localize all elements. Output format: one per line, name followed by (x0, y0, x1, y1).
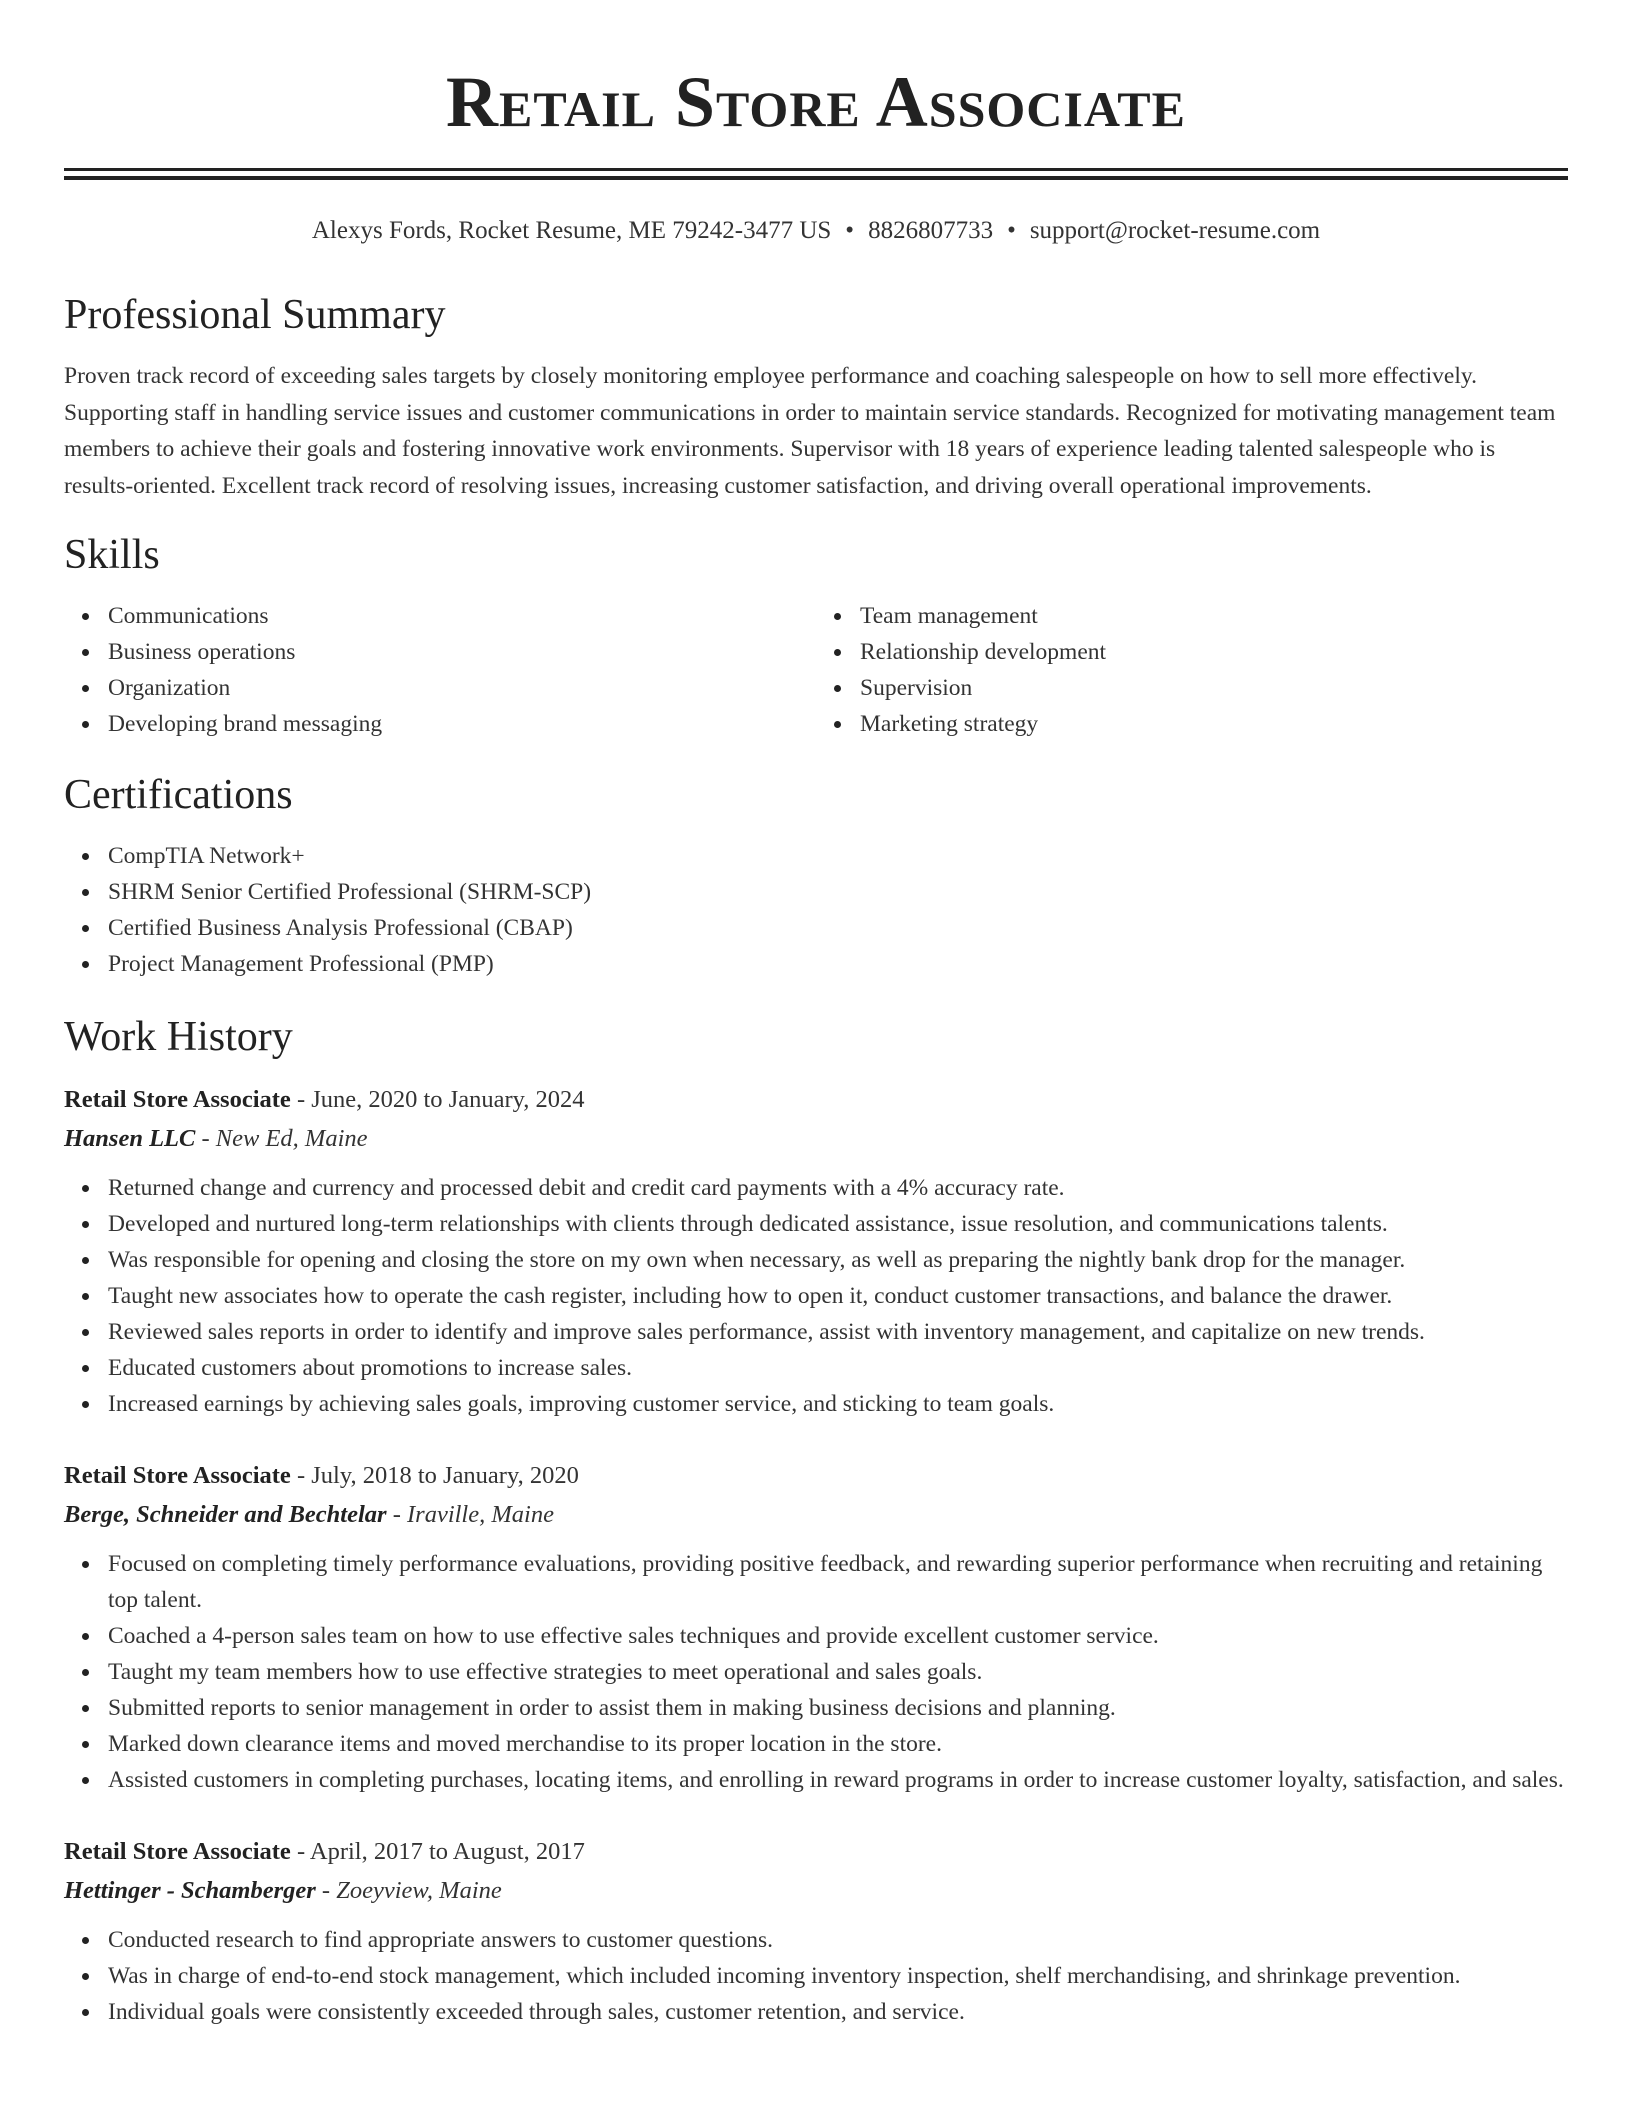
job-bullets (64, 1922, 1568, 2030)
skill-item: Business operations (108, 634, 816, 670)
contact-separator: • (845, 217, 855, 244)
job-role: Retail Store Associate (64, 1462, 291, 1489)
skills-grid (64, 598, 1568, 742)
job-location: - Iraville, Maine (386, 1501, 554, 1528)
skills-list-left (64, 598, 816, 742)
job-role: Retail Store Associate (64, 1838, 291, 1865)
job-bullet: Reviewed sales reports in order to identify and improve sales performance, assist with inventory management, and capitalize on new trends. (108, 1314, 1568, 1350)
skill-item: Relationship development (860, 634, 1568, 670)
job-employer (64, 1871, 1568, 1910)
section-heading-summary: Professional Summary (64, 292, 446, 338)
job-company: Berge, Schneider and Bechtelar (64, 1501, 387, 1528)
job-bullet: Coached a 4-person sales team on how to use effective sales techniques and provide excellent customer service. (108, 1618, 1568, 1654)
skill-item: Organization (108, 670, 816, 706)
job-dates: - June, 2020 to January, 2024 (290, 1086, 585, 1113)
job-employer (64, 1495, 1568, 1534)
certification-item: Project Management Professional (PMP) (108, 946, 1568, 982)
job-company: Hansen LLC (64, 1125, 196, 1152)
job-bullet: Assisted customers in completing purchases, locating items, and enrolling in reward programs in order to increase customer loyalty, satisfaction, and sales. (108, 1762, 1568, 1798)
skill-item: Team management (860, 598, 1568, 634)
job-bullet: Increased earnings by achieving sales goals, improving customer service, and sticking to team goals. (108, 1386, 1568, 1422)
job-bullet: Taught my team members how to use effective strategies to meet operational and sales goals. (108, 1654, 1568, 1690)
job-bullet: Educated customers about promotions to increase sales. (108, 1350, 1568, 1386)
job-header (64, 1832, 1568, 1871)
job-bullet: Conducted research to find appropriate answers to customer questions. (108, 1922, 1568, 1958)
job-bullet: Developed and nurtured long-term relationships with clients through dedicated assistance, issue resolution, and communications talents. (108, 1206, 1568, 1242)
certification-item: CompTIA Network+ (108, 838, 1568, 874)
job-entry (64, 1080, 1568, 1422)
job-location: - New Ed, Maine (195, 1125, 368, 1152)
job-role: Retail Store Associate (64, 1086, 291, 1113)
contact-address: Alexys Fords, Rocket Resume, ME 79242-3477 US (311, 217, 832, 244)
resume-title: Retail Store Associate (446, 62, 1186, 142)
skill-item: Developing brand messaging (108, 706, 816, 742)
contact-email: support@rocket-resume.com (1029, 217, 1321, 244)
contact-line (64, 214, 1568, 248)
job-employer (64, 1119, 1568, 1158)
job-bullets (64, 1546, 1568, 1798)
certifications-list (64, 838, 1568, 982)
job-entry (64, 1832, 1568, 2030)
contact-separator: • (1007, 217, 1016, 244)
job-header (64, 1456, 1568, 1495)
section-heading-skills: Skills (64, 532, 160, 578)
job-header (64, 1080, 1568, 1119)
summary-text: Proven track record of exceeding sales targets by closely monitoring employee performance and coaching salespeople on how to sell more effectively. Supporting staff in handling service issues and customer communications in order to maintain service standards. Recognized for motivating management team members to achieve their goals and fostering innovative work environments. Supervisor with 18 years of experience leading talented salespeople who is results-oriented. Excellent track record of resolving issues, increasing customer satisfaction, and driving overall operational improvements. (64, 363, 1556, 499)
job-dates: - April, 2017 to August, 2017 (290, 1838, 585, 1865)
skill-item: Communications (108, 598, 816, 634)
certification-item: Certified Business Analysis Professional (CBAP) (108, 910, 1568, 946)
section-heading-work-history: Work History (64, 1014, 293, 1060)
title-divider (64, 168, 1568, 180)
certification-item: SHRM Senior Certified Professional (SHRM-SCP) (108, 874, 1568, 910)
job-company: Hettinger - Schamberger (64, 1877, 316, 1904)
job-bullet: Was in charge of end-to-end stock management, which included incoming inventory inspection, shelf merchandising, and shrinkage prevention. (108, 1958, 1568, 1994)
contact-phone: 8826807733 (868, 217, 994, 244)
job-bullet: Was responsible for opening and closing the store on my own when necessary, as well as preparing the nightly bank drop for the manager. (108, 1242, 1568, 1278)
job-bullet: Focused on completing timely performance evaluations, providing positive feedback, and rewarding superior performance when recruiting and retaining top talent. (108, 1546, 1568, 1618)
skill-item: Supervision (860, 670, 1568, 706)
job-bullet: Submitted reports to senior management in order to assist them in making business decisions and planning. (108, 1690, 1568, 1726)
job-bullet: Returned change and currency and processed debit and credit card payments with a 4% accuracy rate. (108, 1170, 1568, 1206)
job-entry (64, 1456, 1568, 1798)
job-dates: - July, 2018 to January, 2020 (290, 1462, 579, 1489)
section-heading-certifications: Certifications (64, 772, 293, 818)
job-location: - Zoeyview, Maine (315, 1877, 502, 1904)
job-bullet: Individual goals were consistently exceeded through sales, customer retention, and service. (108, 1994, 1568, 2030)
job-bullet: Taught new associates how to operate the cash register, including how to open it, conduct customer transactions, and balance the drawer. (108, 1278, 1568, 1314)
resume-page (64, 0, 1568, 2030)
job-bullet: Marked down clearance items and moved merchandise to its proper location in the store. (108, 1726, 1568, 1762)
skill-item: Marketing strategy (860, 706, 1568, 742)
job-bullets (64, 1170, 1568, 1422)
skills-list-right (816, 598, 1568, 742)
